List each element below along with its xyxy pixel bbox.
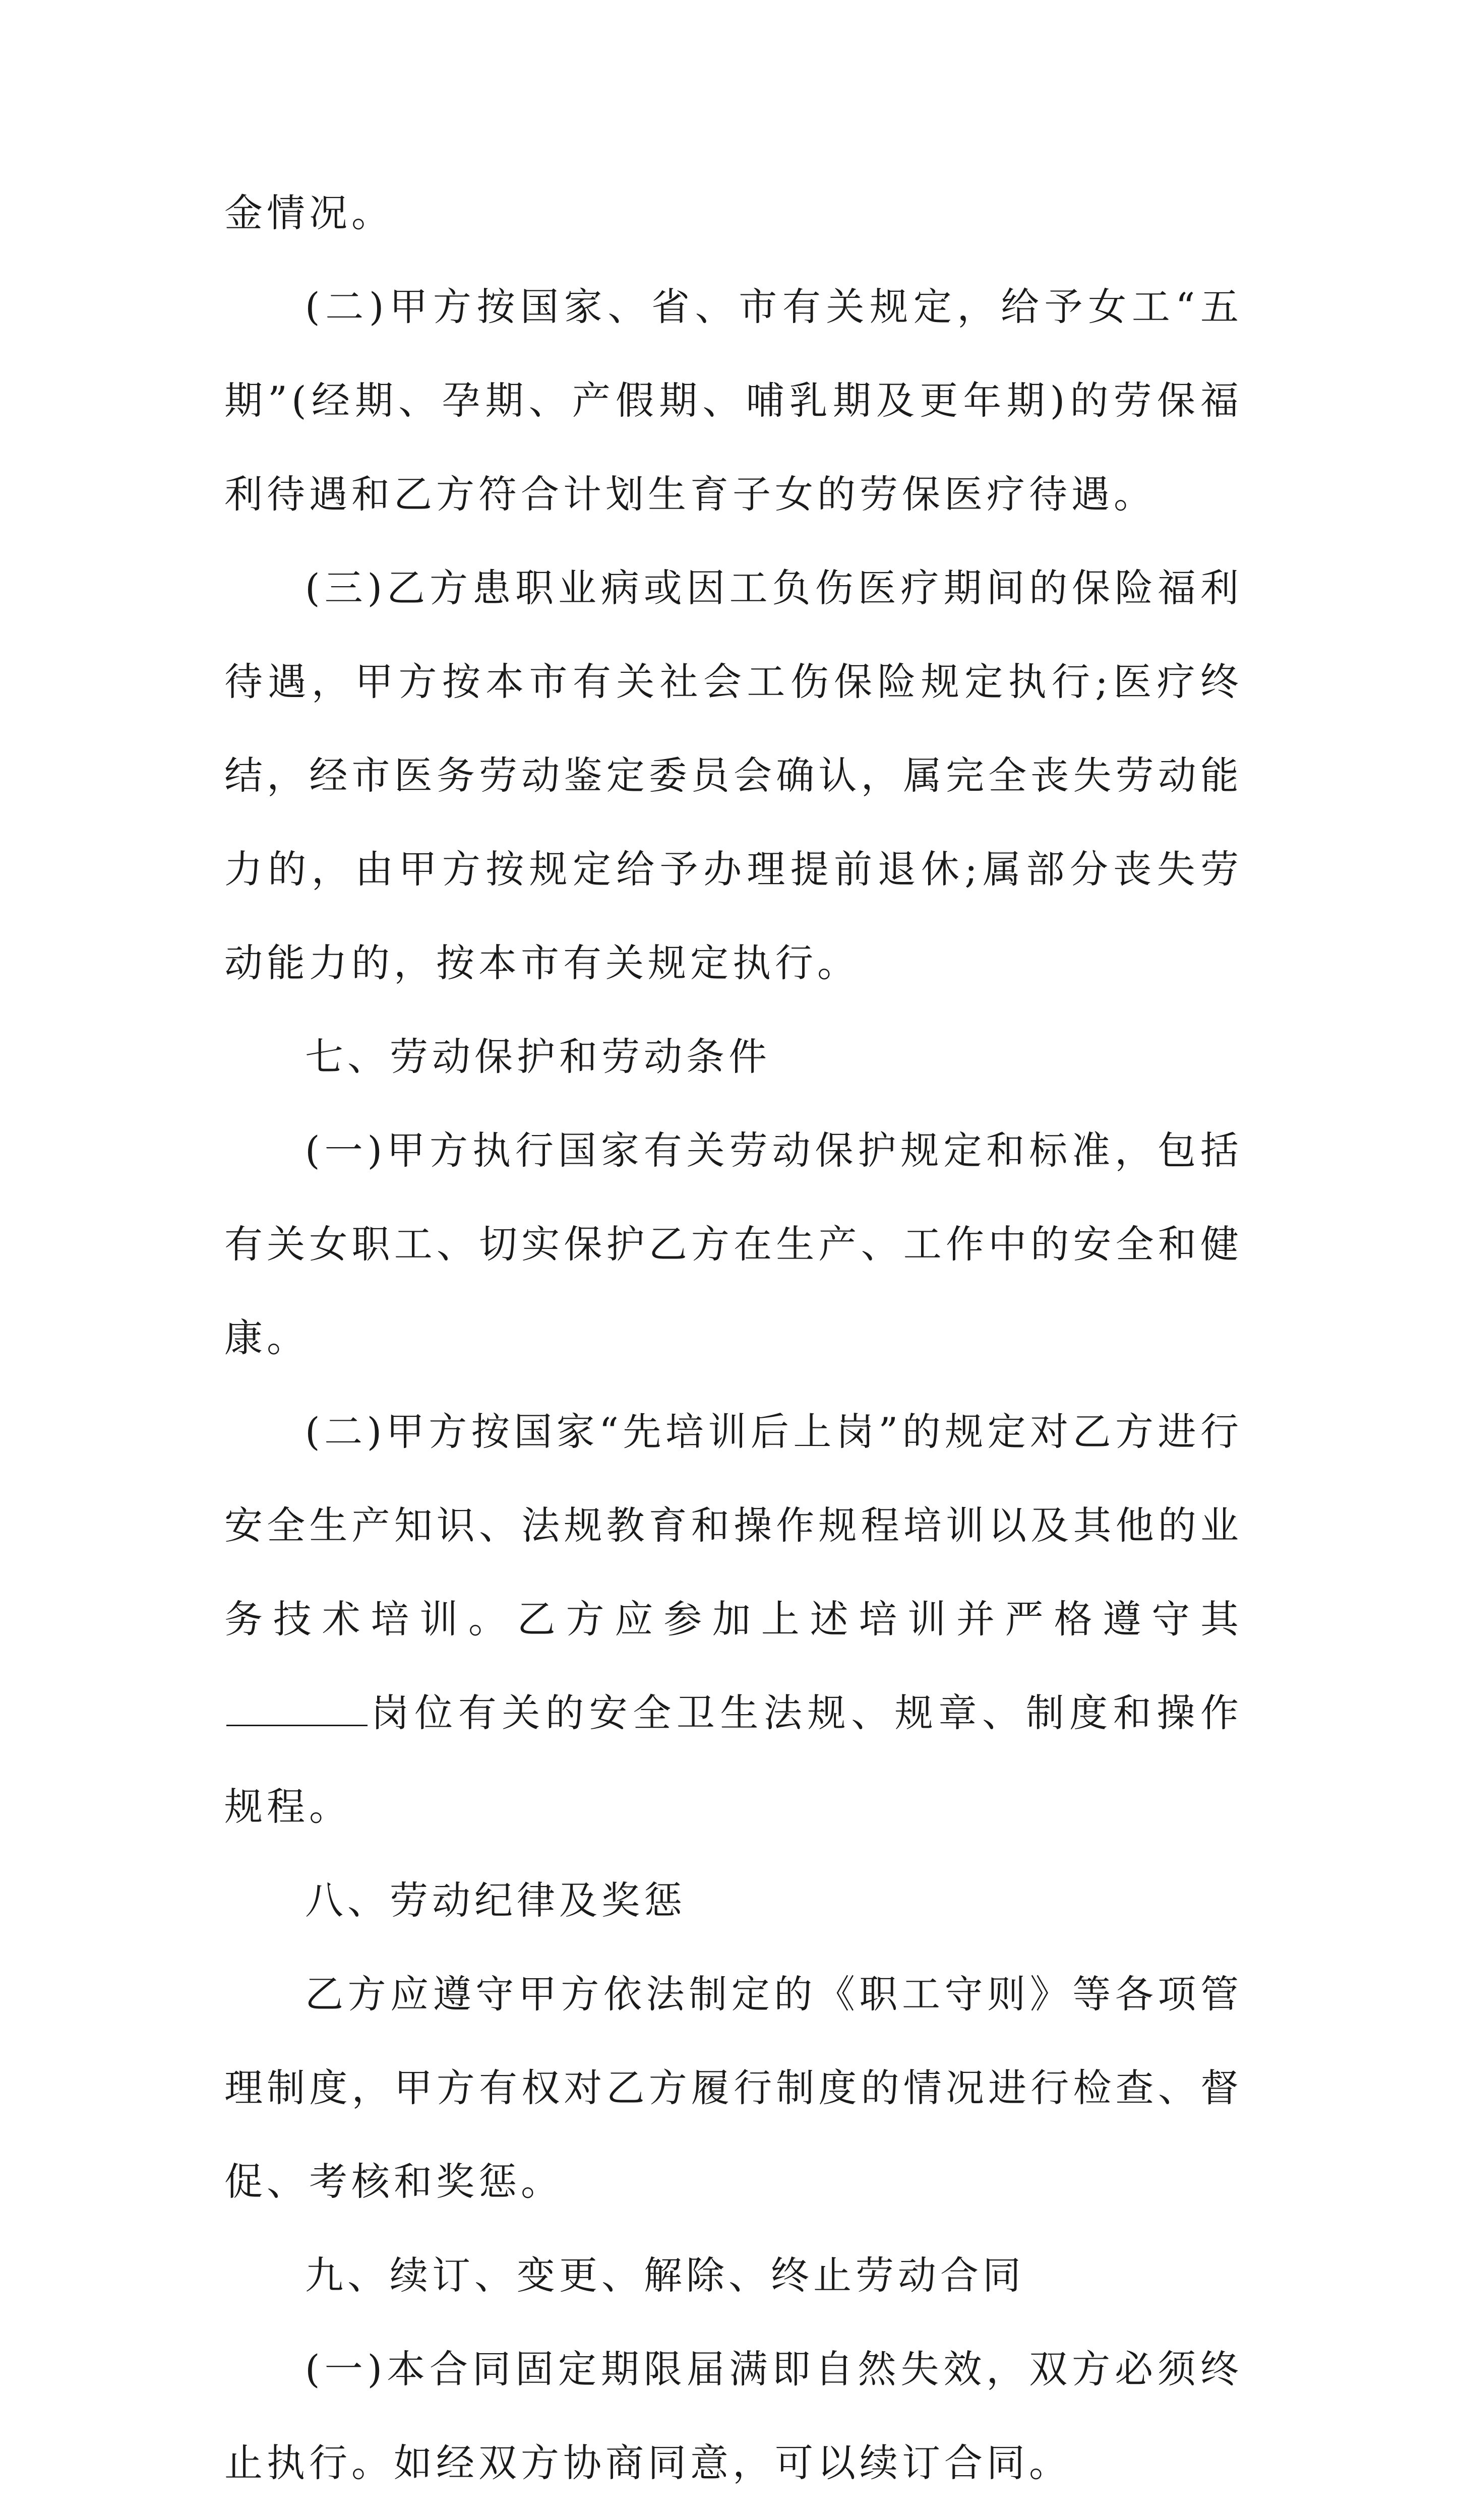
paragraph-6-2: (二)甲方按国家、省、市有关规定，给予女工“五期”(经期、孕期、产假期、哺乳期及更年期)的劳保福利待遇和乙方符合计划生育子女的劳保医疗待遇。 <box>224 284 1243 517</box>
paragraph-7-1: (一)甲方执行国家有关劳动保护规定和标准，包括有关女职工、切实保护乙方在生产、工作中的安全和健康。 <box>224 1128 1243 1360</box>
paragraph-7-2 <box>224 1385 1243 1854</box>
paragraph-9-1: (一)本合同固定期限届满即自然失效，双方必须终止执行。如经双方协商同意，可以续订合同。 <box>224 2347 1243 2485</box>
paragraph-continued: 金情况。 <box>224 191 394 235</box>
blank-line <box>226 1691 368 1726</box>
section-heading-9: 九、续订、变更、解除、终止劳动合同 <box>305 2253 1025 2298</box>
section-heading-8: 八、劳动纪律及奖惩 <box>305 1878 686 1923</box>
section-heading-7: 七、劳动保护和劳动条件 <box>305 1034 771 1079</box>
paragraph-9-2 <box>224 2510 1243 2520</box>
paragraph-7-2-part-b: 岗位有关的安全卫生法规、规章、制度和操作规程。 <box>224 1690 1243 1829</box>
paragraph-6-3: (三)乙方患职业病或因工负伤医疗期间的保险福利待遇，甲方按本市有关社会工伤保险规定执行;医疗终结，经市医务劳动鉴定委员会确认，属完全丧失劳动能力的，由甲方按规定给予办理提前退休;属部分丧失劳动能力的，按本市有关规定执行。 <box>224 565 1243 985</box>
paragraph-8: 乙方应遵守甲方依法制定的《职工守则》等各项管理制度，甲方有权对乙方履行制度的情况进行检查、督促、考核和奖惩。 <box>224 1972 1243 2204</box>
document-body <box>224 166 1243 2520</box>
paragraph-7-2-part-a: (二)甲方按国家“先培训后上岗”的规定对乙方进行安全生产知识、法规教育和操作规程培训以及其他的业务技术培训。乙方应参加上述培训并严格遵守其 <box>224 1409 1243 1642</box>
